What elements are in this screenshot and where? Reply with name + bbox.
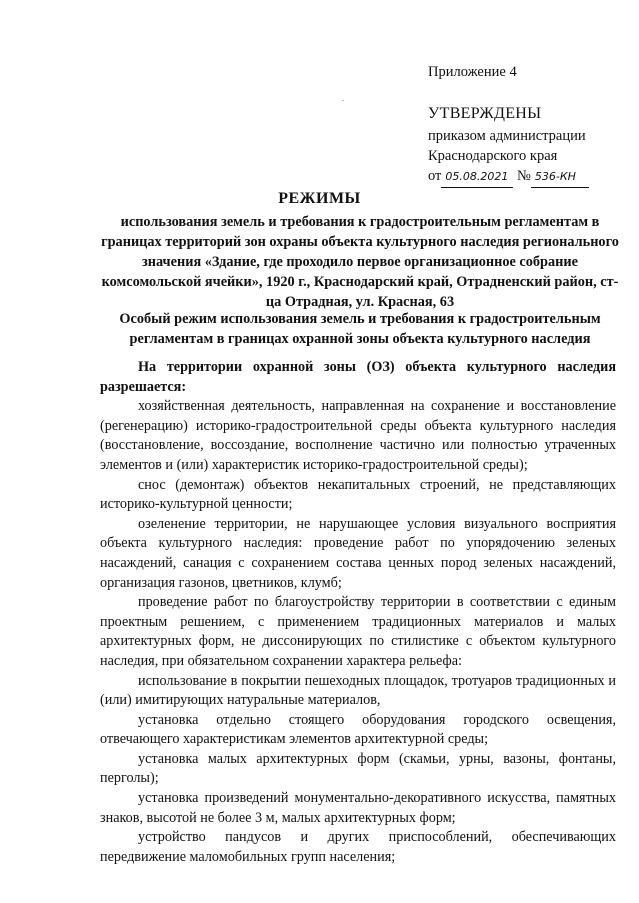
list-item: использование в покрытии пешеходных площадок, тротуаров традиционных и (или) имитирующих натуральные материалов,	[100, 672, 616, 709]
document-title: РЕЖИМЫ	[278, 190, 361, 207]
annex-label: Приложение 4	[428, 64, 517, 80]
scan-speck	[342, 100, 344, 101]
list-item: установка малых архитектурных форм (скамьи, урны, вазоны, фонтаны, перголы);	[100, 750, 616, 787]
list-item: хозяйственная деятельность, направленная на сохранение и восстановление (регенерацию) историко-градостроительной среды объекта культурного наследия (восстановление, воссоздание, восполнение частично или полностью утраченных элементов и (или) характеристик историко-градостроительной среды);	[100, 398, 616, 473]
order-date-number	[428, 166, 589, 188]
section-title-text: Особый режим использования земель и требования к градостроительным регламентам в границах охранной зоны объекта культурного наследия	[119, 311, 601, 347]
document-subtitle	[100, 212, 620, 312]
list-item: установка отдельно стоящего оборудования городского освещения, отвечающего характеристикам элементов архитектурной среды;	[100, 711, 616, 748]
approval-line-2: Краснодарского края	[428, 148, 558, 164]
approved-heading: УТВЕРЖДЕНЫ	[428, 105, 542, 122]
list-item: установка произведений монументально-декоративного искусства, памятных знаков, высотой не более 3 м, малых архитектурных форм;	[100, 790, 616, 826]
list-item: устройство пандусов и других приспособлений, обеспечивающих передвижение маломобильных групп населения;	[100, 829, 616, 865]
approval-block	[428, 104, 589, 188]
section-title	[100, 309, 620, 349]
approval-line-1: приказом администрации	[428, 128, 586, 144]
from-prefix: от	[428, 168, 442, 184]
lead-paragraph: На территории охранной зоны (ОЗ) объекта культурного наследия разрешается:	[100, 359, 616, 395]
subtitle-text: использования земель и требования к градостроительным регламентам в границах территорий зон охраны объекта культурного наследия регионального значения «Здание, где проходило первое организационное собрание комсомольской ячейки», 1920 г., Краснодарский край, Отрадненский район, ст-ца Отрадная, ул. Красная, 63	[101, 214, 619, 310]
number-prefix: №	[517, 168, 531, 184]
list-item: снос (демонтаж) объектов некапитальных строений, не представляющих историко-культурной ценности;	[100, 476, 616, 513]
body-text	[100, 358, 616, 867]
list-item: озеленение территории, не нарушающее условия визуального восприятия объекта культурного наследия: проведение работ по упорядочению зеленых насаждений, санация с сохранением состава ценных пород зеленых насаждений, организация газонов, цветников, клумб;	[100, 515, 616, 591]
list-item: проведение работ по благоустройству территории в соответствии с единым проектным решением, с применением традиционных материалов и малых архитектурных форм, не диссонирующих по стилистике с объектом культурного наследия, при обязательном сохранении характера рельефа:	[100, 594, 616, 669]
handwritten-date: 05.08.2021	[441, 167, 513, 188]
handwritten-number: 536-КН	[531, 167, 589, 188]
